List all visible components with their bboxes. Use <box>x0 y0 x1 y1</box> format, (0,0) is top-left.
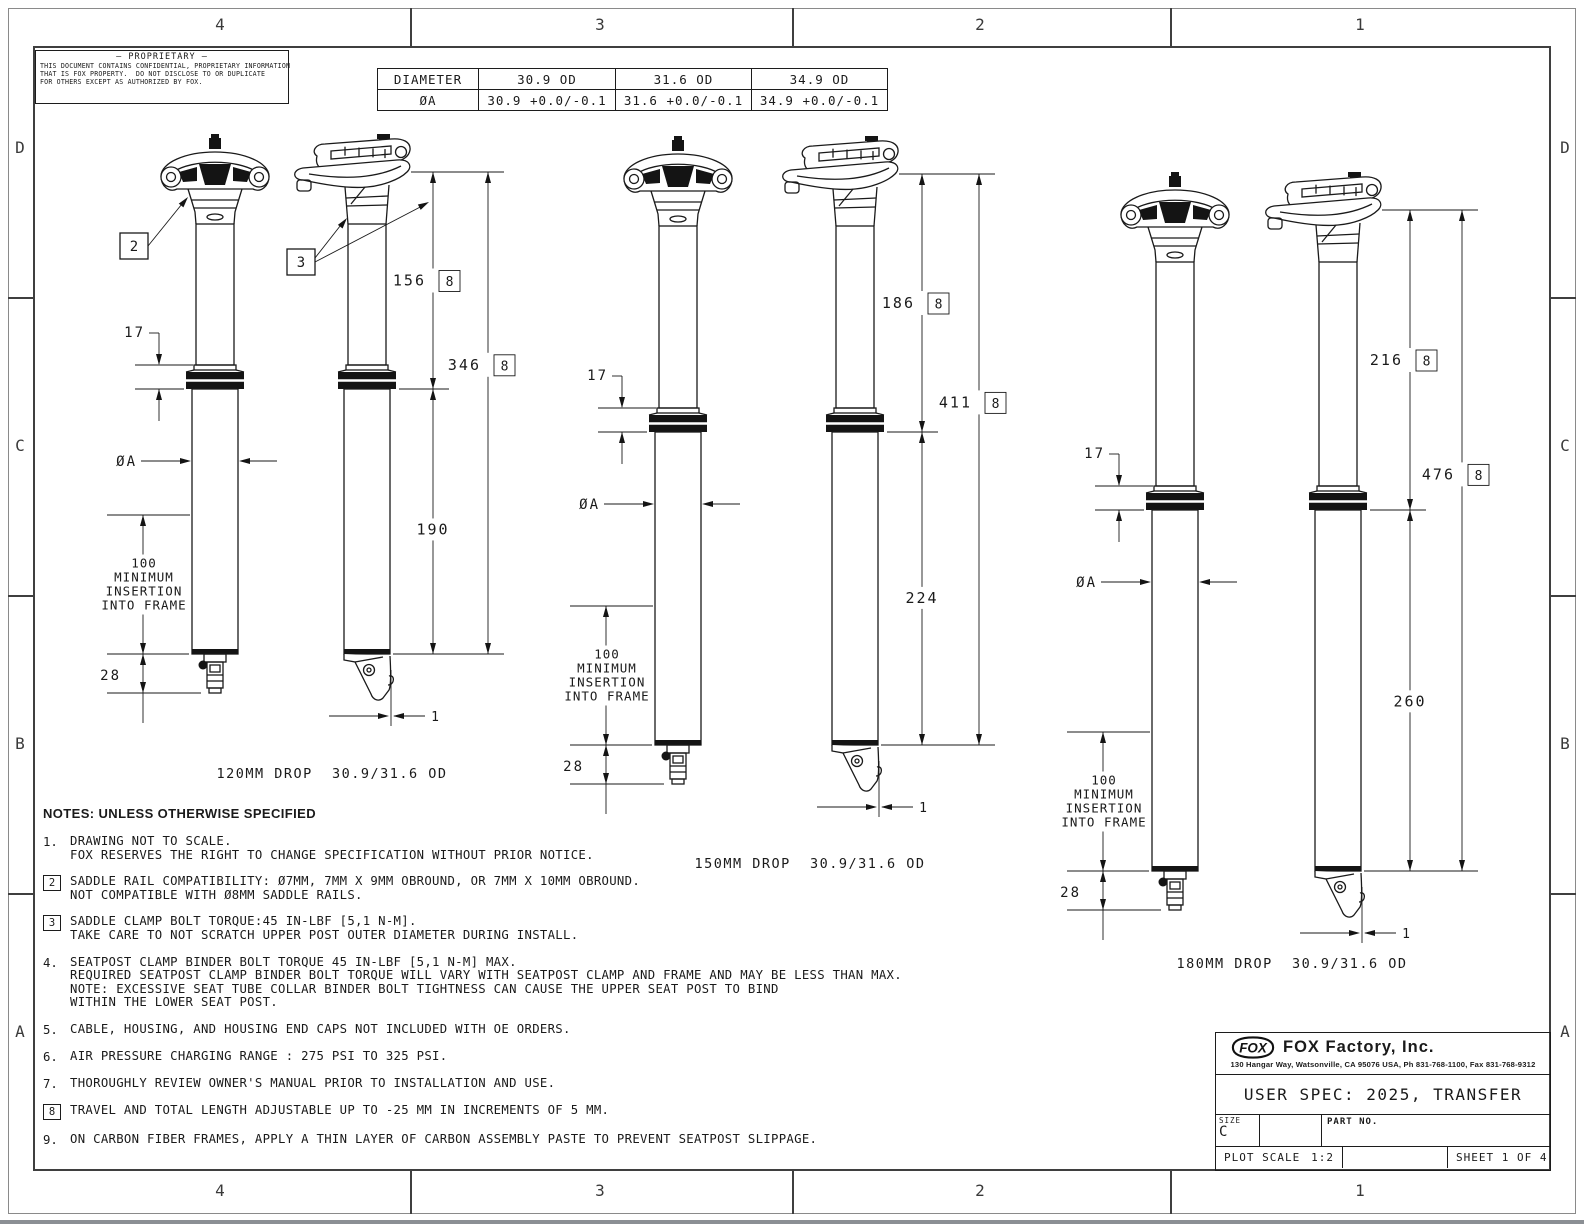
note-text <box>70 835 594 862</box>
note-line: NOT COMPATIBLE WITH Ø8MM SADDLE RAILS. <box>70 887 363 902</box>
note-item-7 <box>43 1077 1173 1091</box>
diameter-table-cell: DIAMETER <box>378 69 479 90</box>
note-line: FOX RESERVES THE RIGHT TO CHANGE SPECIFICATION WITHOUT PRIOR NOTICE. <box>70 847 594 862</box>
view-caption-180mm: 180MM DROP 30.9/31.6 OD <box>1176 956 1408 972</box>
zone-column-4-bottom: 4 <box>215 1181 225 1200</box>
proprietary-line: THIS DOCUMENT CONTAINS CONFIDENTIAL, PROPRIETARY INFORMATION <box>40 62 291 70</box>
zone-column-2-top: 2 <box>975 15 985 34</box>
note-number: 5. <box>43 1022 58 1037</box>
zone-column-1-top: 1 <box>1355 15 1365 34</box>
seatpost-side-view <box>295 134 410 700</box>
note-item-3 <box>43 915 1173 942</box>
svg-text:8: 8 <box>1422 354 1431 370</box>
note-line: TRAVEL AND TOTAL LENGTH ADJUSTABLE UP TO -25 MM IN INCREMENTS OF 5 MM. <box>70 1102 610 1117</box>
notes-items <box>43 835 1173 1147</box>
svg-text:8: 8 <box>500 359 509 375</box>
note-line: REQUIRED SEATPOST CLAMP BINDER BOLT TORQUE WILL VARY WITH SEATPOST CLAMP AND FRAME AND MAY BE LESS THAN MAX. <box>70 968 902 983</box>
note-line: ON CARBON FIBER FRAMES, APPLY A THIN LAYER OF CARBON ASSEMBLY PASTE TO PREVENT SEATPOST SLIPPAGE. <box>70 1131 818 1146</box>
title-block <box>1215 1032 1551 1171</box>
seatpost-side-view <box>1266 172 1381 917</box>
svg-text:MINIMUM: MINIMUM <box>1074 786 1134 802</box>
note-line: SADDLE RAIL COMPATIBILITY: Ø7MM, 7MM X 9MM OBROUND, OR 7MM X 10MM OBROUND. <box>70 874 641 889</box>
fox-logo-text: FOX <box>1239 1040 1267 1056</box>
svg-text:476: 476 <box>1421 465 1455 484</box>
title-block-empty-cell <box>1260 1115 1322 1146</box>
note-number: 1. <box>43 835 58 849</box>
note-text <box>70 915 578 942</box>
svg-text:3: 3 <box>296 255 306 271</box>
svg-text:224: 224 <box>905 588 939 607</box>
plot-scale-value: 1:2 <box>1311 1151 1334 1164</box>
zone-row-B-left: B <box>15 734 25 753</box>
zone-column-3-top: 3 <box>595 15 605 34</box>
note-item-1 <box>43 835 1173 862</box>
diameter-table-cell: 31.6 OD <box>616 69 752 90</box>
svg-text:28: 28 <box>100 668 121 684</box>
note-flag-boxed: 2 <box>43 875 70 902</box>
note-line: SEATPOST CLAMP BINDER BOLT TORQUE 45 IN-LBF [5,1 N-M] MAX. <box>70 954 517 969</box>
svg-text:346: 346 <box>447 355 481 374</box>
seatpost-view-pair-1 <box>100 134 522 726</box>
svg-text:ØA: ØA <box>579 497 600 513</box>
note-text <box>70 1050 447 1064</box>
size-value: C <box>1219 1124 1228 1140</box>
svg-text:MINIMUM: MINIMUM <box>114 569 174 585</box>
size-cell <box>1216 1115 1260 1146</box>
svg-text:28: 28 <box>1060 885 1081 901</box>
zone-row-A-left: A <box>15 1022 25 1041</box>
svg-text:17: 17 <box>587 368 608 384</box>
dimension-annotations <box>563 174 1013 817</box>
note-text <box>70 1133 817 1147</box>
svg-text:100: 100 <box>1091 772 1117 788</box>
diameter-table-cell: 34.9 OD <box>752 69 888 90</box>
note-text <box>70 1077 555 1091</box>
svg-text:8: 8 <box>991 396 1000 412</box>
zone-row-C-right: C <box>1560 436 1570 455</box>
zone-row-D-right: D <box>1560 138 1570 157</box>
note-number: 9. <box>43 1132 58 1147</box>
company-name: FOX Factory, Inc. <box>1283 1038 1435 1056</box>
company-address: 130 Hangar Way, Watsonville, CA 95076 USA, Ph 831-768-1100, Fax 831-768-9312 <box>1230 1060 1536 1069</box>
svg-text:190: 190 <box>416 520 450 539</box>
svg-text:INTO FRAME: INTO FRAME <box>1061 814 1147 830</box>
note-number: 4. <box>43 955 58 970</box>
svg-text:17: 17 <box>1084 446 1105 462</box>
zone-column-4-top: 4 <box>215 15 225 34</box>
note-text <box>70 875 640 902</box>
svg-text:411: 411 <box>938 393 972 412</box>
part-number-label: PART NO. <box>1327 1117 1379 1127</box>
view-caption-150mm: 150MM DROP 30.9/31.6 OD <box>694 856 926 872</box>
note-line: AIR PRESSURE CHARGING RANGE : 275 PSI TO 325 PSI. <box>70 1048 448 1063</box>
svg-text:8: 8 <box>934 297 943 313</box>
svg-text:17: 17 <box>124 325 145 341</box>
zone-column-3-bottom: 3 <box>595 1181 605 1200</box>
note-line: DRAWING NOT TO SCALE. <box>70 834 232 848</box>
svg-text:ØA: ØA <box>1076 575 1097 591</box>
diameter-table-cell: 30.9 +0.0/-0.1 <box>479 90 616 111</box>
note-item-9 <box>43 1133 1173 1147</box>
svg-text:MINIMUM: MINIMUM <box>577 660 637 676</box>
zone-row-B-right: B <box>1560 734 1570 753</box>
sheet-number: SHEET 1 OF 4 <box>1456 1151 1548 1164</box>
proprietary-line: FOR OTHERS EXCEPT AS AUTHORIZED BY FOX. <box>40 78 203 87</box>
window-edge <box>0 1220 1584 1224</box>
note-item-8 <box>43 1104 1173 1120</box>
note-number: 7. <box>43 1076 58 1091</box>
plot-scale-cell <box>1216 1147 1343 1168</box>
svg-text:1: 1 <box>919 801 927 816</box>
svg-text:2: 2 <box>129 239 139 255</box>
seatpost-side-view <box>783 136 898 791</box>
diameter-table-cell: 31.6 +0.0/-0.1 <box>616 90 752 111</box>
diameter-table-cell: 34.9 +0.0/-0.1 <box>752 90 888 111</box>
note-item-5 <box>43 1023 1173 1037</box>
dimension-annotations <box>100 172 522 726</box>
svg-text:8: 8 <box>1474 468 1483 484</box>
proprietary-line: THAT IS FOX PROPERTY. DO NOT DISCLOSE TO OR DUPLICATE <box>40 70 266 79</box>
note-item-6 <box>43 1050 1173 1064</box>
svg-text:INTO FRAME: INTO FRAME <box>101 597 187 613</box>
note-text <box>70 1023 571 1037</box>
svg-text:100: 100 <box>594 646 620 662</box>
title-block-size-row <box>1216 1114 1550 1146</box>
note-line: THOROUGHLY REVIEW OWNER'S MANUAL PRIOR TO INSTALLATION AND USE. <box>70 1075 556 1090</box>
plot-scale-label: PLOT SCALE <box>1224 1151 1301 1164</box>
svg-text:INSERTION: INSERTION <box>568 674 646 690</box>
note-line: NOTE: EXCESSIVE SEAT TUBE COLLAR BINDER BOLT TIGHTNESS CAN CAUSE THE UPPER SEAT POST TO BIND <box>70 981 779 996</box>
title-block-empty-cell <box>1343 1147 1448 1168</box>
title-block-company-row <box>1216 1033 1550 1074</box>
svg-text:8: 8 <box>445 275 454 290</box>
zone-row-A-right: A <box>1560 1022 1570 1041</box>
note-flag-boxed: 8 <box>43 1104 70 1120</box>
diameter-table-cell: 30.9 OD <box>479 69 616 90</box>
svg-text:ØA: ØA <box>116 454 137 470</box>
note-flag-boxed: 3 <box>43 915 70 942</box>
seatpost-view-pair-2 <box>563 136 1013 817</box>
zone-column-1-bottom: 1 <box>1355 1181 1365 1200</box>
svg-text:INTO FRAME: INTO FRAME <box>564 688 650 704</box>
note-number: 6. <box>43 1049 58 1064</box>
title-block-scale-row <box>1216 1146 1550 1168</box>
note-text <box>70 1104 609 1120</box>
drawing-title: USER SPEC: 2025, TRANSFER <box>1216 1074 1550 1114</box>
zone-column-2-bottom: 2 <box>975 1181 985 1200</box>
svg-text:1: 1 <box>1402 927 1410 942</box>
svg-text:186: 186 <box>881 294 915 312</box>
svg-text:28: 28 <box>563 759 584 775</box>
note-item-4 <box>43 956 1173 1010</box>
svg-text:1: 1 <box>431 710 439 725</box>
note-item-2 <box>43 875 1173 902</box>
proprietary-title: — PROPRIETARY — <box>116 52 208 62</box>
note-line: TAKE CARE TO NOT SCRATCH UPPER POST OUTER DIAMETER DURING INSTALL. <box>70 927 579 942</box>
svg-text:260: 260 <box>1393 692 1427 711</box>
svg-text:100: 100 <box>131 555 157 571</box>
svg-text:156: 156 <box>392 271 426 290</box>
note-text <box>70 956 902 1010</box>
note-line: SADDLE CLAMP BOLT TORQUE:45 IN-LBF [5,1 N-M]. <box>70 914 417 929</box>
notes-block <box>43 806 1173 1160</box>
diameter-table-cell: ØA <box>378 90 479 111</box>
view-caption-120mm: 120MM DROP 30.9/31.6 OD <box>216 766 448 782</box>
note-line: CABLE, HOUSING, AND HOUSING END CAPS NOT INCLUDED WITH OE ORDERS. <box>70 1021 571 1036</box>
size-label: SIZE <box>1219 1116 1242 1125</box>
fox-logo-icon <box>1230 1036 1276 1059</box>
note-line: WITHIN THE LOWER SEAT POST. <box>70 995 278 1010</box>
zone-row-D-left: D <box>15 138 25 157</box>
zone-row-C-left: C <box>15 436 25 455</box>
svg-text:INSERTION: INSERTION <box>1065 800 1143 816</box>
svg-text:INSERTION: INSERTION <box>105 583 183 599</box>
svg-text:216: 216 <box>1369 351 1403 369</box>
notes-heading: NOTES: UNLESS OTHERWISE SPECIFIED <box>43 806 316 821</box>
